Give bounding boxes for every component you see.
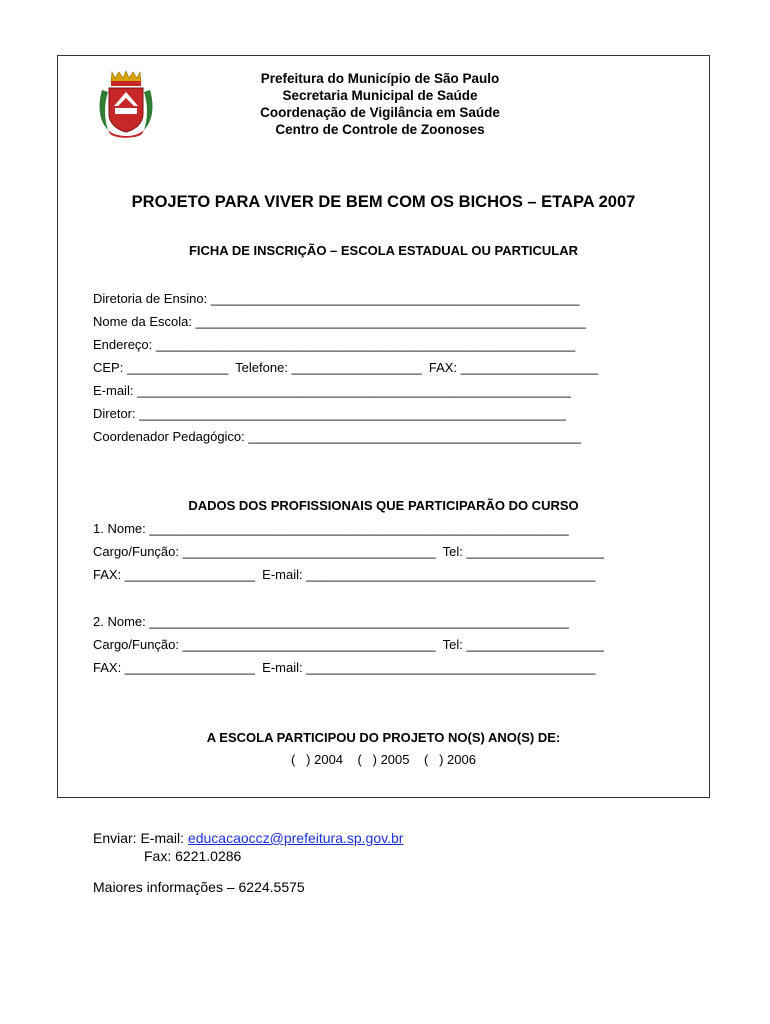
participation-title: A ESCOLA PARTICIPOU DO PROJETO NO(S) ANO(S) DE: (206, 730, 561, 745)
prof2-cargo-tel[interactable]: Cargo/Função: ___________________________________ Tel: ___________________ (93, 637, 604, 652)
field-diretoria[interactable]: Diretoria de Ensino: ___________________________________________________ (93, 291, 580, 306)
org-line-1: Prefeitura do Município de São Paulo (260, 71, 500, 86)
form-frame (57, 55, 710, 798)
field-endereco[interactable]: Endereço: __________________________________________________________ (93, 337, 576, 352)
sao-paulo-coat-of-arms-icon (96, 68, 156, 140)
footer-send (93, 830, 403, 846)
prof1-nome[interactable]: 1. Nome: __________________________________________________________ (93, 521, 569, 536)
org-line-3: Coordenação de Vigilância em Saúde (260, 105, 500, 120)
participation-years[interactable]: ( ) 2004 ( ) 2005 ( ) 2006 (291, 752, 476, 767)
field-cep-telefone-fax[interactable]: CEP: ______________ Telefone: __________________ FAX: ___________________ (93, 360, 599, 375)
prof2-fax-email[interactable]: FAX: __________________ E-mail: ________________________________________ (93, 660, 596, 675)
footer-fax: Fax: 6221.0286 (144, 848, 242, 864)
prof2-nome[interactable]: 2. Nome: __________________________________________________________ (93, 614, 569, 629)
send-label: Enviar: E-mail: (93, 830, 188, 846)
form-title: PROJETO PARA VIVER DE BEM COM OS BICHOS – ETAPA 2007 (131, 193, 636, 211)
org-line-4: Centro de Controle de Zoonoses (275, 122, 485, 137)
prof1-fax-email[interactable]: FAX: __________________ E-mail: ________________________________________ (93, 567, 596, 582)
field-email[interactable]: E-mail: ____________________________________________________________ (93, 383, 571, 398)
field-diretor[interactable]: Diretor: ___________________________________________________________ (93, 406, 566, 421)
field-nome-escola[interactable]: Nome da Escola: ______________________________________________________ (93, 314, 587, 329)
form-subtitle: FICHA DE INSCRIÇÃO – ESCOLA ESTADUAL OU PARTICULAR (188, 243, 579, 258)
org-line-2: Secretaria Municipal de Saúde (282, 88, 478, 103)
footer-info: Maiores informações – 6224.5575 (93, 879, 305, 895)
field-coordenador[interactable]: Coordenador Pedagógico: ______________________________________________ (93, 429, 581, 444)
email-link[interactable]: educacaoccz@prefeitura.sp.gov.br (187, 830, 404, 846)
prof1-cargo-tel[interactable]: Cargo/Função: ___________________________________ Tel: ___________________ (93, 544, 604, 559)
professionals-title: DADOS DOS PROFISSIONAIS QUE PARTICIPARÃO DO CURSO (188, 498, 579, 513)
